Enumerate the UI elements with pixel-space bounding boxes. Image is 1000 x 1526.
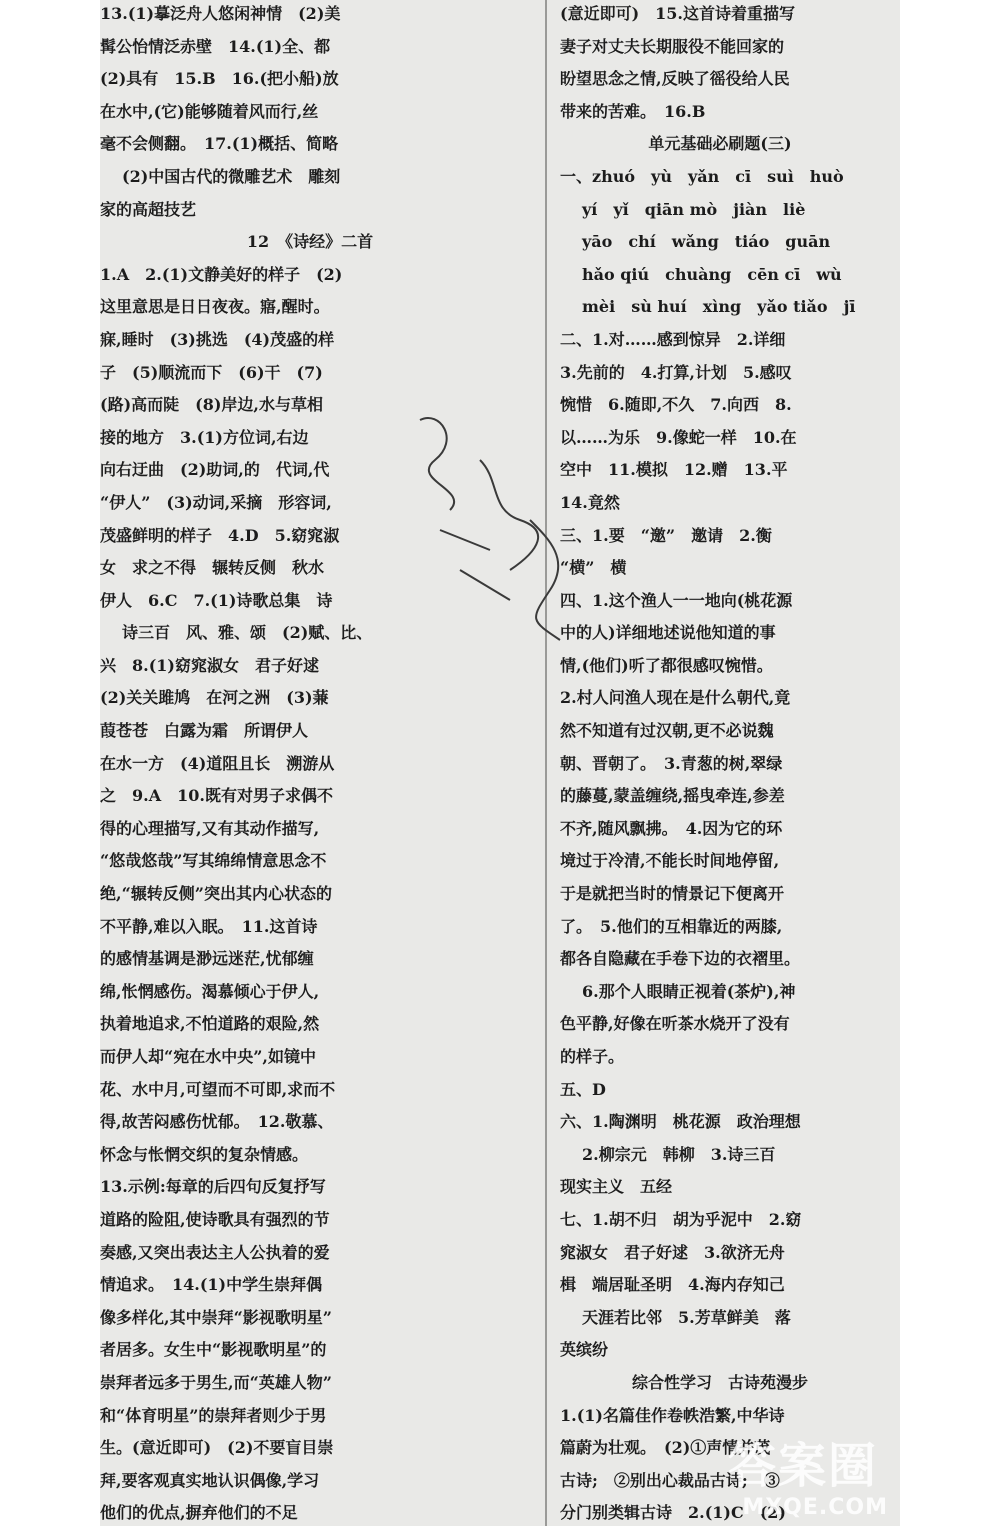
text-line: 执着地追求,不怕道路的艰险,然 [100,1014,320,1034]
text-line: 七、1.胡不归 胡为乎泥中 2.窈 [560,1209,802,1229]
text-line: 得,故苦闷感伤忧郁。 12.敬慕、 [100,1112,334,1132]
text-line: 不平静,难以入眠。 11.这首诗 [100,916,318,936]
section-heading: 综合性学习 古诗苑漫步 [631,1372,808,1392]
text-line: 现实主义 五经 [560,1177,673,1197]
text-line: 葭苍苍 白露为霜 所谓伊人 [100,721,309,741]
text-line: 和“体育明星”的崇拜者则少于男 [100,1405,327,1425]
text-line: (路)高而陡 (8)岸边,水与草相 [100,395,323,415]
text-line: 一、zhuó yù yǎn cī suì huò [560,166,844,186]
text-line: 花、水中月,可望而不可即,求而不 [100,1079,336,1099]
text-line: 以……为乐 9.像蛇一样 10.在 [560,427,797,447]
text-line: 2.柳宗元 韩柳 3.诗三百 [582,1144,776,1164]
text-line: 境过于冷清,不能长时间地停留, [560,851,780,871]
text-line: 子 (5)顺流而下 (6)干 (7) [100,362,323,382]
text-line: 然不知道有过汉朝,更不必说魏 [560,721,774,741]
text-line: 崇拜者远多于男生,而“英雄人物” [100,1372,332,1392]
text-line: 得的心理描写,又有其动作描写, [100,818,320,838]
text-line: (2)中国古代的微雕艺术 雕刻 [122,166,341,186]
text-line: (2)关关雎鸠 在河之洲 (3)蒹 [100,688,329,708]
text-line: 空中 11.模拟 12.赠 13.平 [560,460,788,480]
text-line: 道路的险阻,使诗歌具有强烈的节 [100,1209,330,1229]
text-line: 的感情基调是渺远迷茫,忧郁缠 [100,949,314,969]
text-line: 14.竟然 [560,492,620,512]
section-heading: 12 《诗经》二首 [246,232,374,252]
text-line: 四、1.这个渔人一一地向(桃花源 [560,590,793,610]
text-line: 向右迂曲 (2)助词,的 代词,代 [100,460,330,480]
text-line: 分门别类辑古诗 2.(1)C (2) [560,1503,786,1523]
text-line: 篇蔚为壮观。 (2)①声情并茂 [560,1438,771,1458]
text-line: 妻子对丈夫长期服役不能回家的 [560,36,785,56]
text-line: 六、1.陶渊明 桃花源 政治理想 [560,1112,801,1132]
text-line: 生。(意近即可) (2)不要盲目崇 [100,1438,334,1458]
section-heading: 单元基础必刷题(三) [648,134,792,154]
text-line: 的样子。 [560,1047,625,1066]
text-line: 了。 5.他们的互相靠近的两膝, [560,916,783,936]
text-line: hǎo qiú chuàng cēn cī wù [582,264,842,284]
text-line: “悠哉悠哉”写其绵绵情意思念不 [100,851,327,871]
text-line: 怀念与怅惘交织的复杂情感。 [100,1144,309,1164]
text-line: 英缤纷 [560,1340,609,1360]
text-line: 13.示例:每章的后四句反复抒写 [100,1177,326,1197]
text-line: 五、D [560,1079,606,1099]
text-line: 女 求之不得 辗转反侧 秋水 [100,558,325,578]
watermark-site: MXQE.COM [742,1495,888,1520]
text-line: 1.(1)名篇佳作卷帙浩繁,中华诗 [560,1405,785,1425]
text-line: 奏感,又突出表达主人公执着的爱 [100,1242,330,1262]
text-line: 家的高超技艺 [100,199,197,219]
text-line: “横” 横 [560,558,627,578]
text-line: 3.先前的 4.打算,计划 5.感叹 [560,362,792,382]
text-line: (意近即可) 15.这首诗着重描写 [560,4,795,23]
text-line: 情,(他们)听了都很感叹惋惜。 [560,655,773,675]
text-line: 的藤蔓,蒙盖缠绕,摇曳牵连,参差 [560,786,785,806]
text-line: 惋惜 6.随即,不久 7.向西 8. [560,395,792,415]
text-line: 诗三百 风、雅、颂 (2)赋、比、 [122,623,373,643]
text-line: “伊人” (3)动词,采摘 形容词, [100,492,332,512]
text-line: 之 9.A 10.既有对男子求偶不 [100,786,333,806]
text-line: 窕淑女 君子好逑 3.欲济无舟 [560,1242,785,1262]
text-line: yí yǐ qiān mò jiàn liè [582,199,806,219]
site-watermark [638,1416,898,1526]
watermark-logo: 答案圈 [727,1438,878,1494]
text-line: 伊人 6.C 7.(1)诗歌总集 诗 [100,590,333,610]
text-line: 在水中,(它)能够随着风而行,丝 [100,101,319,121]
text-line: 这里意思是日日夜夜。寤,醒时。 [100,297,330,317]
text-line: 1.A 2.(1)文静美好的样子 (2) [100,264,343,284]
text-line: 毫不会侧翻。 17.(1)概括、简略 [100,134,339,154]
text-line: 不齐,随风飘拂。 4.因为它的环 [560,818,783,838]
text-line: 三、1.要 “邀” 邀请 2.衡 [560,525,772,545]
text-line: 于是就把当时的情景记下便离开 [560,884,785,904]
text-line: 接的地方 3.(1)方位词,右边 [100,427,309,447]
text-line: 6.那个人眼睛正视着(茶炉),神 [582,981,796,1001]
text-line: 兴 8.(1)窈窕淑女 君子好逑 [100,655,319,675]
text-line: 色平静,好像在听茶水烧开了没有 [560,1014,790,1034]
text-line: 古诗; ②别出心裁品古诗; ③ [560,1470,780,1490]
text-line: 拜,要客观真实地认识偶像,学习 [100,1470,320,1490]
text-line: 都各自隐藏在手卷下边的衣褶里。 [560,949,801,969]
text-line: 在水一方 (4)道阻且长 溯游从 [100,753,335,773]
text-line: 二、1.对……感到惊异 2.详细 [560,329,786,349]
text-line: 髯公怡情泛赤壁 14.(1)全、都 [100,36,331,56]
text-line: 他们的优点,摒弃他们的不足 [100,1503,298,1523]
text-line: 中的人)详细地述说他知道的事 [560,623,776,643]
text-line: 盼望思念之情,反映了徭役给人民 [560,69,790,89]
text-line: 楫 端居耻圣明 4.海内存知己 [560,1275,785,1295]
scanned-answer-page [100,0,900,1526]
text-line: 天涯若比邻 5.芳草鲜美 落 [582,1307,791,1327]
text-line: 绝,“辗转反侧”突出其内心状态的 [100,884,332,904]
text-line: 寐,睡时 (3)挑选 (4)茂盛的样 [100,329,335,349]
text-line: 情追求。 14.(1)中学生崇拜偶 [100,1275,323,1295]
text-line: 朝、晋朝了。 3.青葱的树,翠绿 [560,753,783,773]
text-line: 茂盛鲜明的样子 4.D 5.窈窕淑 [100,525,340,545]
text-line: 13.(1)摹泛舟人悠闲神情 (2)美 [100,4,341,23]
text-line: mèi sù huí xìng yǎo tiǎo jī [582,297,856,317]
text-line: 2.村人问渔人现在是什么朝代,竟 [560,688,791,708]
text-line: 绵,怅惘感伤。渴慕倾心于伊人, [100,981,320,1001]
text-line: (2)具有 15.B 16.(把小船)放 [100,69,339,89]
text-line: 而伊人却“宛在水中央”,如镜中 [100,1047,316,1066]
right-column [560,1,880,1526]
text-line: 带来的苦难。 16.B [560,101,706,121]
text-line: 者居多。女生中“影视歌明星”的 [100,1340,327,1360]
column-divider [545,0,547,1526]
left-column [100,1,520,1526]
text-line: 像多样化,其中崇拜“影视歌明星” [100,1307,332,1327]
text-line: yāo chí wǎng tiáo guān [582,232,831,252]
